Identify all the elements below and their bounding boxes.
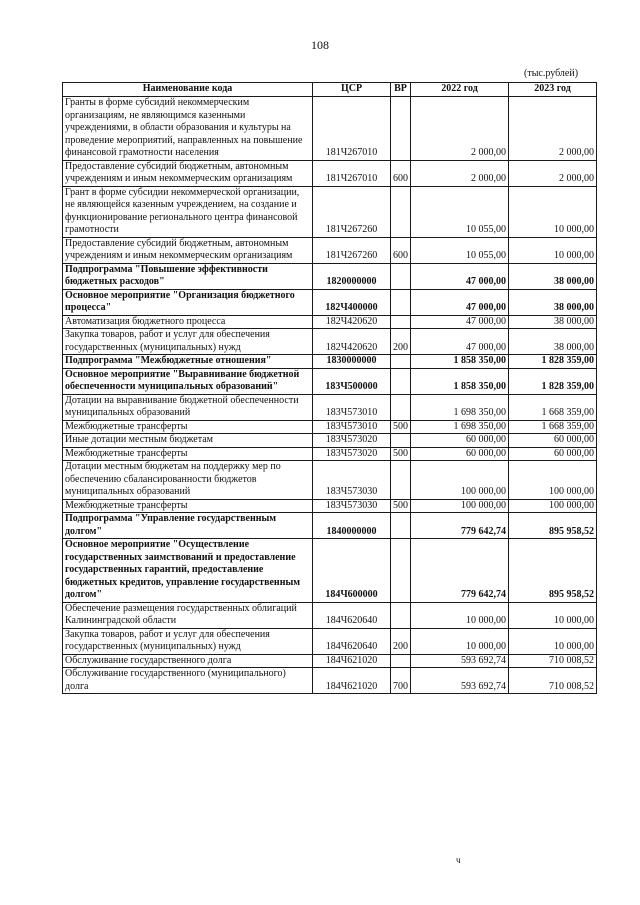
cell-2023: 1 828 359,00	[509, 355, 597, 369]
cell-2022: 10 000,00	[411, 602, 509, 628]
cell-name: Подпрограмма "Повышение эффективности бюджетных расходов"	[63, 263, 313, 289]
cell-2022: 10 000,00	[411, 628, 509, 654]
cell-vr	[391, 394, 411, 420]
table-row	[63, 160, 597, 186]
cell-csr: 183Ч573020	[313, 447, 391, 461]
cell-csr: 184Ч620640	[313, 628, 391, 654]
table-row	[63, 186, 597, 237]
table-row	[63, 289, 597, 315]
cell-2023: 1 828 359,00	[509, 368, 597, 394]
cell-2022: 10 055,00	[411, 237, 509, 263]
cell-csr: 181Ч267260	[313, 186, 391, 237]
cell-2022: 47 000,00	[411, 315, 509, 329]
cell-2023: 60 000,00	[509, 447, 597, 461]
table-row	[63, 447, 597, 461]
cell-2022: 779 642,74	[411, 539, 509, 603]
cell-csr: 184Ч600000	[313, 539, 391, 603]
units-note: (тыс.рублей)	[524, 68, 579, 79]
cell-name: Межбюджетные трансферты	[63, 499, 313, 513]
cell-2023: 10 000,00	[509, 186, 597, 237]
cell-vr	[391, 186, 411, 237]
budget-table	[62, 82, 597, 694]
cell-vr: 200	[391, 329, 411, 355]
cell-2022: 593 692,74	[411, 668, 509, 694]
cell-2023: 60 000,00	[509, 434, 597, 448]
table-row	[63, 539, 597, 603]
cell-csr: 183Ч573010	[313, 420, 391, 434]
cell-2022: 1 698 350,00	[411, 420, 509, 434]
cell-vr: 700	[391, 668, 411, 694]
cell-2022: 593 692,74	[411, 654, 509, 668]
header-name: Наименование кода	[63, 83, 313, 97]
cell-name: Подпрограмма "Управление государственным долгом"	[63, 513, 313, 539]
cell-2023: 10 000,00	[509, 628, 597, 654]
cell-2022: 1 858 350,00	[411, 368, 509, 394]
cell-name: Обеспечение размещения государственных облигаций Калининградской области	[63, 602, 313, 628]
table-row	[63, 668, 597, 694]
table-row	[63, 602, 597, 628]
cell-2022: 100 000,00	[411, 499, 509, 513]
cell-csr: 182Ч400000	[313, 289, 391, 315]
cell-2023: 10 000,00	[509, 237, 597, 263]
cell-2022: 10 055,00	[411, 186, 509, 237]
cell-name: Обслуживание государственного долга	[63, 654, 313, 668]
cell-vr	[391, 97, 411, 161]
cell-name: Основное мероприятие "Выравнивание бюджетной обеспеченности муниципальных образований"	[63, 368, 313, 394]
cell-2023: 2 000,00	[509, 160, 597, 186]
cell-2022: 2 000,00	[411, 160, 509, 186]
cell-vr: 500	[391, 420, 411, 434]
cell-vr	[391, 513, 411, 539]
header-2023: 2023 год	[509, 83, 597, 97]
cell-name: Дотации местным бюджетам на поддержку мер по обеспечению сбалансированности бюджетов муниципальных образований	[63, 461, 313, 500]
cell-2023: 1 668 359,00	[509, 420, 597, 434]
header-csr: ЦСР	[313, 83, 391, 97]
cell-name: Автоматизация бюджетного процесса	[63, 315, 313, 329]
cell-vr: 200	[391, 628, 411, 654]
cell-2022: 47 000,00	[411, 263, 509, 289]
cell-csr: 184Ч621020	[313, 668, 391, 694]
table-row	[63, 420, 597, 434]
table-row	[63, 513, 597, 539]
cell-2023: 10 000,00	[509, 602, 597, 628]
cell-name: Основное мероприятие "Организация бюджетного процесса"	[63, 289, 313, 315]
cell-csr: 183Ч573020	[313, 434, 391, 448]
cell-2022: 100 000,00	[411, 461, 509, 500]
cell-2023: 100 000,00	[509, 499, 597, 513]
table-body	[63, 97, 597, 694]
cell-2023: 1 668 359,00	[509, 394, 597, 420]
cell-csr: 181Ч267010	[313, 160, 391, 186]
cell-name: Гранты в форме субсидий некоммерческим организациям, не являющимся казенными учреждениями, в области образования и культуры на проведение мероприятий, направленных на повышение финансовой грамотности населения	[63, 97, 313, 161]
cell-vr: 500	[391, 447, 411, 461]
table-row	[63, 499, 597, 513]
cell-2023: 38 000,00	[509, 263, 597, 289]
cell-2023: 895 958,52	[509, 513, 597, 539]
cell-vr: 500	[391, 499, 411, 513]
cell-csr: 181Ч267260	[313, 237, 391, 263]
header-2022: 2022 год	[411, 83, 509, 97]
cell-2023: 895 958,52	[509, 539, 597, 603]
cell-name: Закупка товаров, работ и услуг для обеспечения государственных (муниципальных) нужд	[63, 628, 313, 654]
table-row	[63, 394, 597, 420]
page-number: 108	[311, 38, 329, 52]
cell-vr	[391, 654, 411, 668]
cell-name: Основное мероприятие "Осуществление государственных заимствований и предоставление государственных гарантий, предоставление бюджетных кредитов, управление государственным долгом"	[63, 539, 313, 603]
cell-vr	[391, 355, 411, 369]
footer-mark: ч	[456, 855, 461, 865]
cell-csr: 181Ч267010	[313, 97, 391, 161]
cell-name: Грант в форме субсидии некоммерческой организации, не являющейся казенным учреждением, на создание и функционирование регионального центра финансовой грамотности	[63, 186, 313, 237]
cell-name: Иные дотации местным бюджетам	[63, 434, 313, 448]
cell-name: Дотации на выравнивание бюджетной обеспеченности муниципальных образований	[63, 394, 313, 420]
cell-csr: 183Ч573010	[313, 394, 391, 420]
cell-name: Межбюджетные трансферты	[63, 420, 313, 434]
table-row	[63, 315, 597, 329]
cell-vr	[391, 368, 411, 394]
cell-vr	[391, 461, 411, 500]
cell-csr: 1830000000	[313, 355, 391, 369]
cell-2023: 38 000,00	[509, 315, 597, 329]
cell-2023: 2 000,00	[509, 97, 597, 161]
cell-vr: 600	[391, 237, 411, 263]
cell-csr: 183Ч500000	[313, 368, 391, 394]
cell-2022: 47 000,00	[411, 289, 509, 315]
cell-csr: 183Ч573030	[313, 461, 391, 500]
cell-name: Межбюджетные трансферты	[63, 447, 313, 461]
cell-csr: 182Ч420620	[313, 315, 391, 329]
cell-2022: 1 858 350,00	[411, 355, 509, 369]
cell-2022: 1 698 350,00	[411, 394, 509, 420]
cell-vr	[391, 289, 411, 315]
table-row	[63, 628, 597, 654]
cell-vr	[391, 602, 411, 628]
table-row	[63, 434, 597, 448]
cell-name: Подпрограмма "Межбюджетные отношения"	[63, 355, 313, 369]
cell-csr: 182Ч420620	[313, 329, 391, 355]
table-header-row	[63, 83, 597, 97]
table-row	[63, 654, 597, 668]
header-vr: ВР	[391, 83, 411, 97]
cell-2023: 38 000,00	[509, 289, 597, 315]
cell-2023: 100 000,00	[509, 461, 597, 500]
cell-csr: 1840000000	[313, 513, 391, 539]
table-row	[63, 368, 597, 394]
cell-csr: 184Ч621020	[313, 654, 391, 668]
cell-2023: 38 000,00	[509, 329, 597, 355]
cell-vr	[391, 263, 411, 289]
cell-name: Предоставление субсидий бюджетным, автономным учреждениям и иным некоммерческим организациям	[63, 160, 313, 186]
table-row	[63, 355, 597, 369]
cell-name: Обслуживание государственного (муниципального) долга	[63, 668, 313, 694]
cell-name: Закупка товаров, работ и услуг для обеспечения государственных (муниципальных) нужд	[63, 329, 313, 355]
cell-vr	[391, 539, 411, 603]
table-row	[63, 263, 597, 289]
cell-vr	[391, 434, 411, 448]
cell-csr: 184Ч620640	[313, 602, 391, 628]
cell-2022: 60 000,00	[411, 434, 509, 448]
cell-vr	[391, 315, 411, 329]
cell-2022: 2 000,00	[411, 97, 509, 161]
cell-vr: 600	[391, 160, 411, 186]
cell-csr: 1820000000	[313, 263, 391, 289]
table-row	[63, 237, 597, 263]
cell-2023: 710 008,52	[509, 654, 597, 668]
table-row	[63, 97, 597, 161]
cell-2022: 60 000,00	[411, 447, 509, 461]
cell-name: Предоставление субсидий бюджетным, автономным учреждениям и иным некоммерческим организациям	[63, 237, 313, 263]
cell-2022: 779 642,74	[411, 513, 509, 539]
table-row	[63, 329, 597, 355]
cell-2023: 710 008,52	[509, 668, 597, 694]
cell-csr: 183Ч573030	[313, 499, 391, 513]
cell-2022: 47 000,00	[411, 329, 509, 355]
table-row	[63, 461, 597, 500]
